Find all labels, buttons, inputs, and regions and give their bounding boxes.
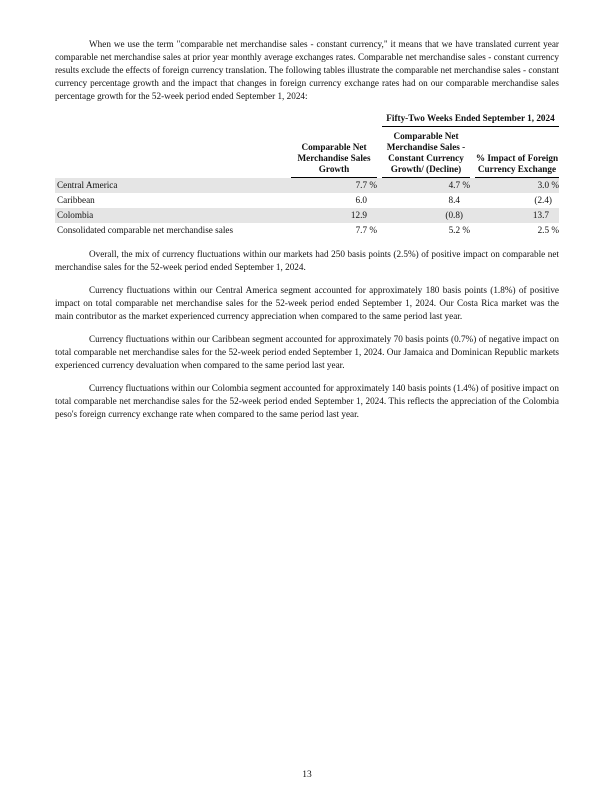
table-row (55, 178, 559, 194)
table-row (55, 208, 559, 223)
column-header-growth: Comparable Net Merchandise Sales Growth (291, 127, 377, 178)
table-row (55, 193, 559, 208)
page-number: 13 (302, 770, 312, 780)
caribbean-paragraph: Currency fluctuations within our Caribbean segment accounted for approximately 70 basis points (0.7%) of negative impact on total comparable net merchandise sales for the 52-week period ended September 1, 2024. Our Jamaica and Dominican Republic markets experienced currency devaluation when compared to the same period last year. (55, 334, 559, 370)
column-header-fx-impact: % Impact of Foreign Currency Exchange (475, 127, 559, 178)
cell-growth: 6.0 (355, 195, 367, 205)
period-header: Fifty-Two Weeks Ended September 1, 2024 (382, 113, 559, 127)
currency-impact-table (55, 113, 559, 238)
row-label: Colombia (55, 208, 285, 223)
table-group-header-row (55, 113, 559, 127)
document-page (55, 38, 559, 431)
cell-growth: 12.9 (291, 208, 377, 223)
row-label: Caribbean (57, 195, 95, 205)
colombia-paragraph: Currency fluctuations within our Colombia segment accounted for approximately 140 basis points (1.4%) of positive impact on total comparable net merchandise sales for the 52-week period ended September 1, 2024. This reflects the appreciation of the Colombia peso's foreign currency exchange rate when compared to the same period last year. (55, 383, 559, 419)
row-label: Consolidated comparable net merchandise sales (57, 225, 234, 235)
cell-constant-currency: 5.2 % (448, 225, 470, 235)
cell-constant-currency: 8.4 (448, 195, 460, 205)
table-row (55, 223, 559, 238)
cell-fx-impact: 13.7 (475, 208, 559, 223)
cell-fx-impact: 3.0 % (475, 178, 559, 194)
row-label: Central America (55, 178, 285, 194)
cell-fx-impact: 2.5 % (537, 225, 559, 235)
intro-paragraph: When we use the term "comparable net merchandise sales - constant currency," it means that we have translated current year comparable net merchandise sales at prior year monthly average exchanges rates. Comparable net merchandise sales - constant currency results exclude the effects of foreign currency translation. The following tables illustrate the comparable net merchandise sales - constant currency percentage growth and the impact that changes in foreign currency exchange rates had on our comparable merchandise sales percentage growth for the 52-week period ended September 1, 2024: (55, 39, 559, 101)
cell-growth: 7.7 % (355, 225, 377, 235)
cell-growth: 7.7 % (291, 178, 377, 194)
central-america-paragraph: Currency fluctuations within our Central America segment accounted for approximately 180 basis points (1.8%) of positive impact on total comparable net merchandise sales for the 52-week period ended September 1, 2024. Our Costa Rica market was the main contributor as the market experienced currency appreciation when compared to the same period last year. (55, 285, 559, 321)
cell-constant-currency: (0.8) (382, 208, 470, 223)
overall-impact-paragraph: Overall, the mix of currency fluctuations within our markets had 250 basis points (2.5%) of positive impact on comparable net merchandise sales for the 52-week period ended September 1, 2024. (55, 249, 559, 272)
column-header-constant-currency: Comparable Net Merchandise Sales - Constant Currency Growth/ (Decline) (382, 127, 470, 178)
cell-constant-currency: 4.7 % (382, 178, 470, 194)
table-column-header-row (55, 127, 559, 178)
cell-fx-impact: (2.4) (534, 195, 552, 205)
